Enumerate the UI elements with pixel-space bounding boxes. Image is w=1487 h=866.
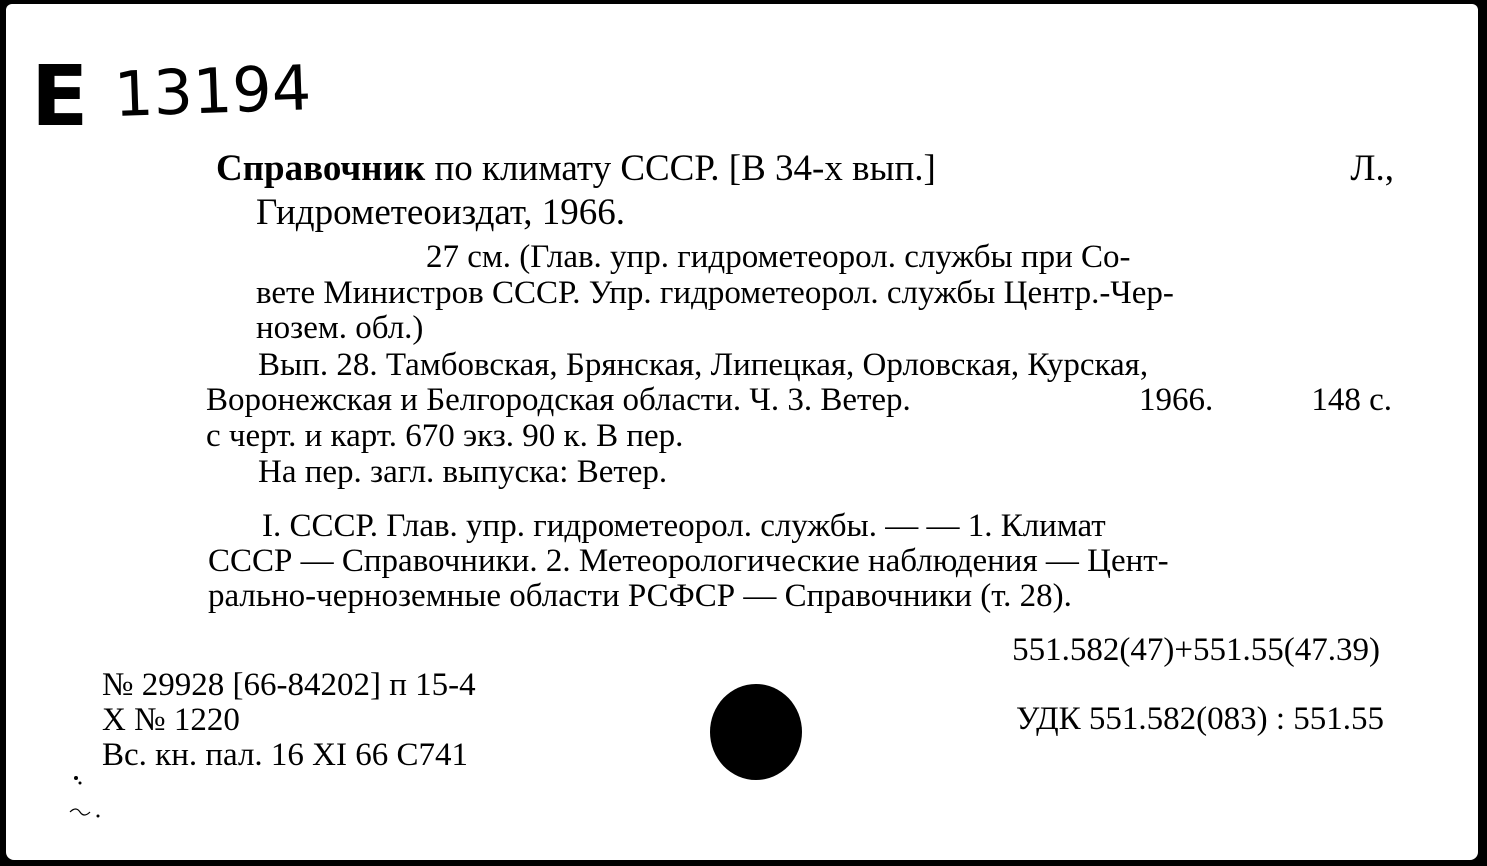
entry-part-pages: 148 с. — [1311, 382, 1392, 418]
entry-heading-bold: Справочник — [216, 148, 426, 189]
ink-specks — [64, 772, 114, 832]
entry-note: На пер. загл. выпуска: Ветер. — [258, 454, 668, 490]
card-number-line: № 29928 [66-84202] п 15-4 — [102, 667, 476, 703]
punch-hole — [710, 684, 802, 780]
tracing-line-3: рально-черноземные области РСФСР — Справочники (т. 28). — [208, 578, 1072, 614]
catalog-card — [6, 4, 1478, 860]
inventory-line: Х № 1220 — [102, 702, 240, 738]
udk-number: УДК 551.582(083) : 551.55 — [1016, 701, 1384, 737]
entry-publisher: Гидрометеоиздат, 1966. — [256, 192, 626, 233]
entry-place: Л., — [1350, 148, 1394, 189]
entry-part-2: Воронежская и Белгородская области. Ч. 3. Ветер. — [206, 382, 911, 418]
entry-heading — [216, 150, 936, 187]
entry-part-year: 1966. — [1139, 382, 1214, 418]
tracing-line-2: СССР — Справочники. 2. Метеорологические наблюдения — Цент- — [208, 543, 1169, 579]
call-number: 13194 — [112, 51, 313, 131]
tracing-line-1: I. СССР. Глав. упр. гидрометеорол. службы. — — 1. Климат — [262, 508, 1106, 544]
entry-series-2: вете Министров СССР. Упр. гидрометеорол. службы Центр.-Чер- — [256, 275, 1174, 311]
entry-size-series: 27 см. (Глав. упр. гидрометеорол. службы при Со- — [426, 239, 1131, 275]
entry-series-3: нозем. обл.) — [256, 310, 424, 346]
class-number: 551.582(47)+551.55(47.39) — [1012, 632, 1380, 668]
entry-part-3: с черт. и карт. 670 экз. 90 к. В пер. — [206, 418, 684, 454]
entry-part-1: Вып. 28. Тамбовская, Брянская, Липецкая, Орловская, Курская, — [258, 347, 1149, 383]
entry-heading-rest: по климату СССР. [В 34-х вып.] — [434, 148, 936, 189]
call-number-letter: E — [31, 47, 87, 145]
chamber-line: Вс. кн. пал. 16 XI 66 С741 — [102, 737, 468, 773]
